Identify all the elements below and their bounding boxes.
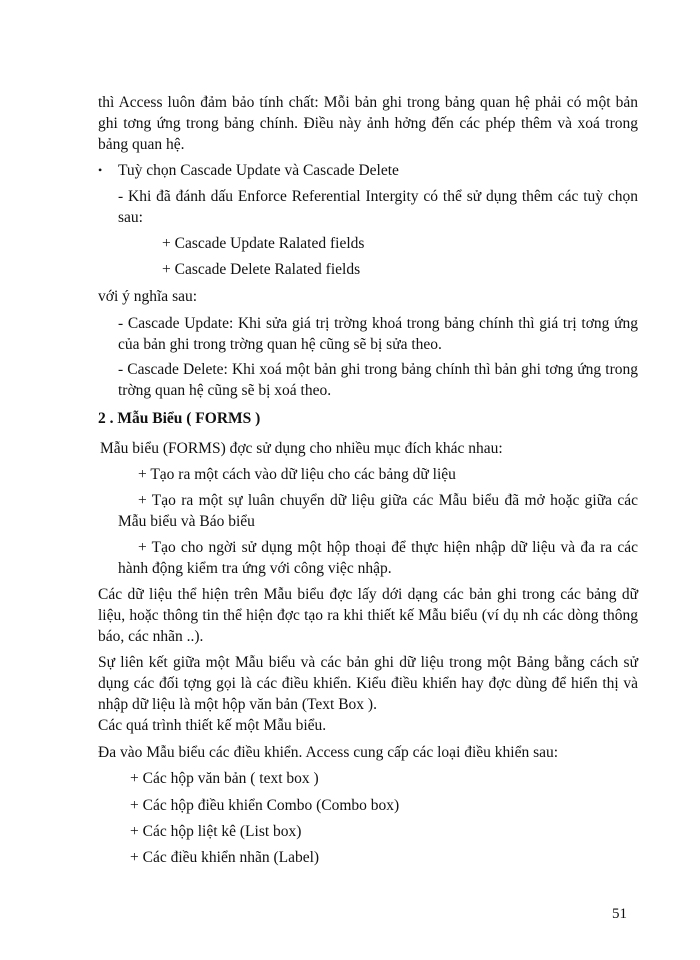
list-item-dialog: + Tạo cho ngời sử dụng một hộp thoại để thực hiện nhập dữ liệu và đa ra các hành động kiểm tra ứng với công việc nhập.: [118, 539, 638, 577]
list-item-cascade-delete: + Cascade Delete Ralated fields: [162, 261, 361, 278]
page-number: 51: [612, 906, 627, 922]
paragraph-controls-link: Sự liên kết giữa một Mẫu biểu và các bản ghi dữ liệu trong một Bảng bằng cách sử dụng các đối tợng gọi là các điều khiển. Kiểu điều khiển hay đợc dùng để hiển thị và nhập dữ liệu là một hộp văn bản (Text Box ).: [98, 654, 638, 713]
paragraph-access-integrity: thì Access luôn đảm bảo tính chất: Mỗi bản ghi trong bảng quan hệ phải có một bản ghi tơng ứng trong bảng chính. Điều này ảnh hởng đến các phép thêm và xoá trong bảng quan hệ.: [98, 94, 638, 153]
list-item-data-flow: + Tạo ra một sự luân chuyển dữ liệu giữa các Mẫu biểu đã mở hoặc giữa các Mẫu biểu và Báo biểu: [118, 492, 638, 530]
paragraph-meaning: với ý nghĩa sau:: [98, 288, 198, 305]
paragraph-form-data: Các dữ liệu thể hiện trên Mẫu biểu đợc lấy dới dạng các bản ghi trong các bảng dữ liệu, hoặc thông tin thể hiện đợc tạo ra khi thiết kế Mẫu biểu (ví dụ nh các dòng thông báo, các nhãn ..).: [98, 586, 638, 645]
paragraph-design-process: Các quá trình thiết kế một Mẫu biểu.: [98, 717, 327, 734]
bullet-icon: •: [98, 163, 103, 177]
paragraph-cascade-delete: - Cascade Delete: Khi xoá một bản ghi trong bảng chính thì bản ghi tơng ứng trong trờng quan hệ cũng sẽ bị xoá theo.: [118, 361, 638, 399]
paragraph-enforce-integrity: - Khi đã đánh dấu Enforce Referential Intergity có thể sử dụng thêm các tuỳ chọn sau:: [118, 188, 638, 226]
list-item-cascade-update: + Cascade Update Ralated fields: [162, 235, 365, 252]
paragraph-add-controls: Đa vào Mẫu biểu các điều khiển. Access cung cấp các loại điều khiển sau:: [98, 744, 559, 761]
list-item-label: + Các điều khiển nhãn (Label): [130, 849, 320, 866]
list-item-text-box: + Các hộp văn bản ( text box ): [130, 770, 319, 787]
bullet-cascade-options: Tuỳ chọn Cascade Update và Cascade Delete: [118, 162, 399, 179]
paragraph-cascade-update: - Cascade Update: Khi sửa giá trị trờng khoá trong bảng chính thì giá trị tơng ứng của bản ghi trong trờng quan hệ cũng sẽ bị sửa theo.: [118, 315, 638, 353]
list-item-list-box: + Các hộp liệt kê (List box): [130, 823, 302, 840]
list-item-combo-box: + Các hộp điều khiển Combo (Combo box): [130, 797, 400, 814]
section-heading-forms: 2 . Mẫu Biểu ( FORMS ): [98, 410, 261, 427]
paragraph-forms-intro: Mẫu biểu (FORMS) đợc sử dụng cho nhiều mục đích khác nhau:: [100, 440, 503, 457]
list-item-data-entry: + Tạo ra một cách vào dữ liệu cho các bảng dữ liệu: [138, 466, 456, 483]
